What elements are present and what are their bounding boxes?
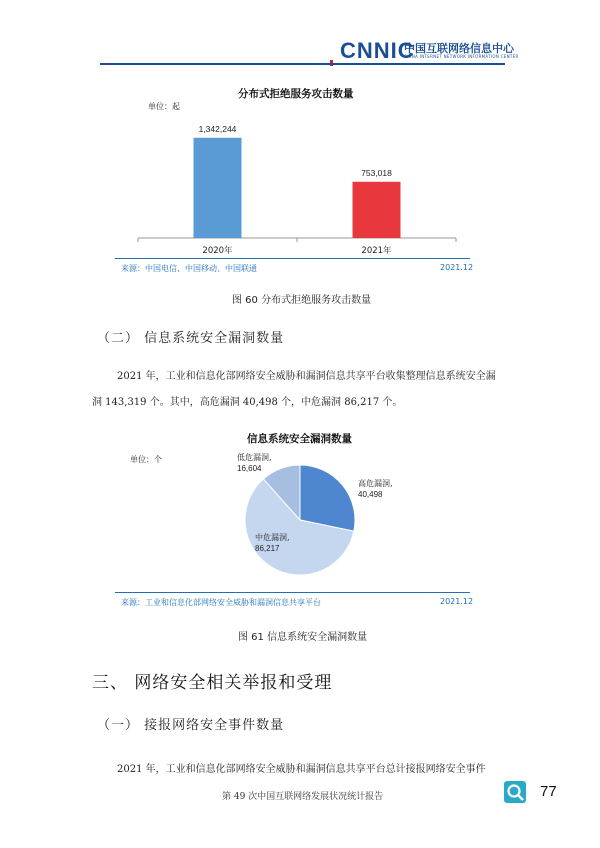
chart2-pie-chart xyxy=(220,450,420,590)
page-number: 77 xyxy=(540,783,557,800)
chart1-bar-chart xyxy=(110,110,470,262)
org-name-cn: 中国互联网络信息中心 xyxy=(404,42,514,55)
chart1-bar-1 xyxy=(194,138,242,238)
chart1-bar-2 xyxy=(353,182,401,238)
chart1-category-label-2: 2021年 xyxy=(361,246,392,256)
chart2-title: 信息系统安全漏洞数量 xyxy=(247,433,352,445)
section3-heading: 三、 网络安全相关举报和受理 xyxy=(92,673,333,693)
chart1-source-rule xyxy=(115,258,470,259)
chart1-value-label-2: 753,018 xyxy=(361,167,392,178)
cnnic-logo: CNNIC xyxy=(340,38,415,63)
cnnic-search-icon xyxy=(503,780,527,804)
section2-heading: （二） 信息系统安全漏洞数量 xyxy=(97,331,285,346)
chart2-slice-value-3: 16,604 xyxy=(237,464,262,473)
figure60-caption: 图 60 分布式拒绝服务攻击数量 xyxy=(232,295,372,306)
chart2-source-rule xyxy=(115,592,470,593)
chart2-slice-label-2: 中危漏洞, xyxy=(255,533,290,542)
footer-text: 第 49 次中国互联网络发展状况统计报告 xyxy=(222,792,384,802)
section2-para-line1: 2021 年，工业和信息化部网络安全威胁和漏洞信息共享平台收集整理信息系统安全漏 xyxy=(117,371,496,382)
chart2-slice-value-2: 86,217 xyxy=(255,544,280,553)
chart2-slice-label-3: 低危漏洞, xyxy=(237,453,272,462)
chart2-source: 来源：工业和信息化部网络安全威胁和漏洞信息共享平台 xyxy=(121,598,321,607)
section3-subheading: （一） 接报网络安全事件数量 xyxy=(97,718,285,733)
figure61-caption: 图 61 信息系统安全漏洞数量 xyxy=(238,632,368,643)
chart1-date: 2021.12 xyxy=(440,263,474,272)
org-name-en: CHINA INTERNET NETWORK INFORMATION CENTER xyxy=(404,54,519,59)
chart2-slice-value-1: 40,498 xyxy=(358,490,383,499)
chart1-value-label-1: 1,342,244 xyxy=(198,123,237,134)
chart2-slice-label-1: 高危漏洞, xyxy=(358,479,393,488)
section2-para-line2: 洞 143,319 个。其中，高危漏洞 40,498 个，中危漏洞 86,217 个。 xyxy=(92,397,403,408)
section3-para: 2021 年，工业和信息化部网络安全威胁和漏洞信息共享平台总计接报网络安全事件 xyxy=(117,764,486,775)
chart1-unit: 单位：起 xyxy=(148,102,180,111)
chart1-category-label-1: 2020年 xyxy=(202,246,233,256)
chart1-title: 分布式拒绝服务攻击数量 xyxy=(238,88,354,100)
header-rule xyxy=(100,63,505,65)
chart2-unit: 单位：个 xyxy=(130,455,162,464)
chart1-source: 来源：中国电信、中国移动、中国联通 xyxy=(121,264,257,273)
chart2-date: 2021.12 xyxy=(440,597,474,606)
